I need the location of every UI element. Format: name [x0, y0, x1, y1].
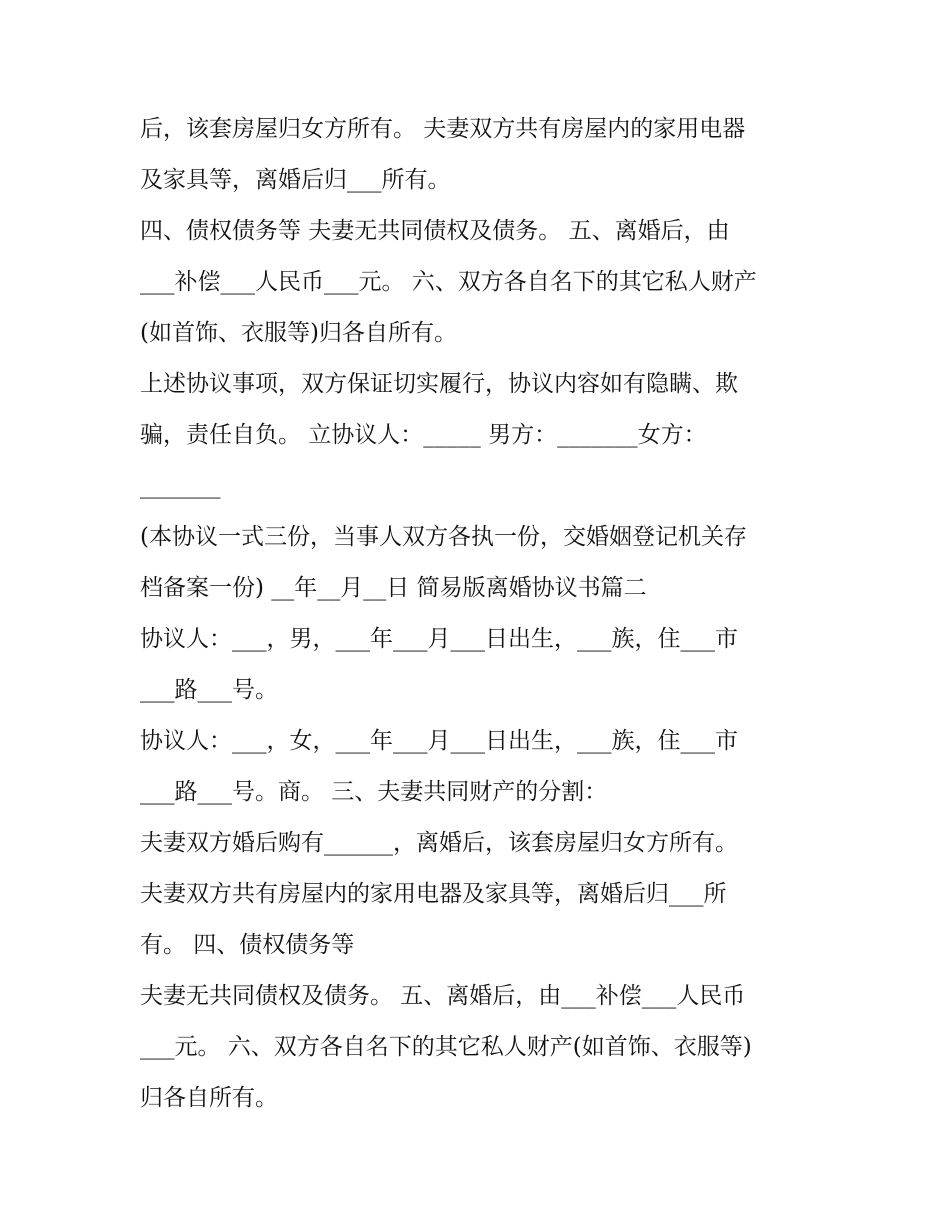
- text-line-3: 四、债权债务等 夫妻无共同债权及债务。 五、离婚后，由: [140, 218, 730, 244]
- text-line-17: 有。 四、债权债务等: [140, 932, 355, 958]
- text-line-12: ___路___号。: [140, 677, 278, 703]
- text-line-6: 上述协议事项，双方保证切实履行，协议内容如有隐瞒、欺: [140, 371, 738, 397]
- text-line-15: 夫妻双方婚后购有______，离婚后，该套房屋归女方所有。: [140, 830, 738, 856]
- text-line-7: 骗，责任自负。 立协议人：_____ 男方：_______女方：: [140, 422, 707, 448]
- document-body: [140, 104, 820, 1124]
- text-line-4: ___补偿___人民币___元。 六、双方各自名下的其它私人财产: [140, 269, 757, 295]
- text-line-11: 协议人：___，男，___年___月___日出生，___族，住___市: [140, 626, 738, 652]
- text-line-10: 档备案一份) __年__月__日 简易版离婚协议书篇二: [140, 575, 647, 601]
- text-line-13: 协议人：___，女，___年___月___日出生，___族，住___市: [140, 728, 738, 754]
- text-line-8: _______: [140, 473, 221, 499]
- text-line-16: 夫妻双方共有房屋内的家用电器及家具等，离婚后归___所: [140, 881, 727, 907]
- text-line-19: ___元。 六、双方各自名下的其它私人财产(如首饰、衣服等): [140, 1034, 752, 1060]
- text-line-20: 归各自所有。: [140, 1085, 278, 1111]
- text-line-14: ___路___号。商。 三、夫妻共同财产的分割：: [140, 779, 608, 805]
- text-line-18: 夫妻无共同债权及债务。 五、离婚后，由___补偿___人民币: [140, 983, 746, 1009]
- text-line-2: 及家具等，离婚后归___所有。: [140, 167, 451, 193]
- text-line-1: 后，该套房屋归女方所有。 夫妻双方共有房屋内的家用电器: [140, 116, 746, 142]
- text-line-5: (如首饰、衣服等)归各自所有。: [140, 320, 457, 346]
- text-line-9: (本协议一式三份，当事人双方各执一份，交婚姻登记机关存: [140, 524, 747, 550]
